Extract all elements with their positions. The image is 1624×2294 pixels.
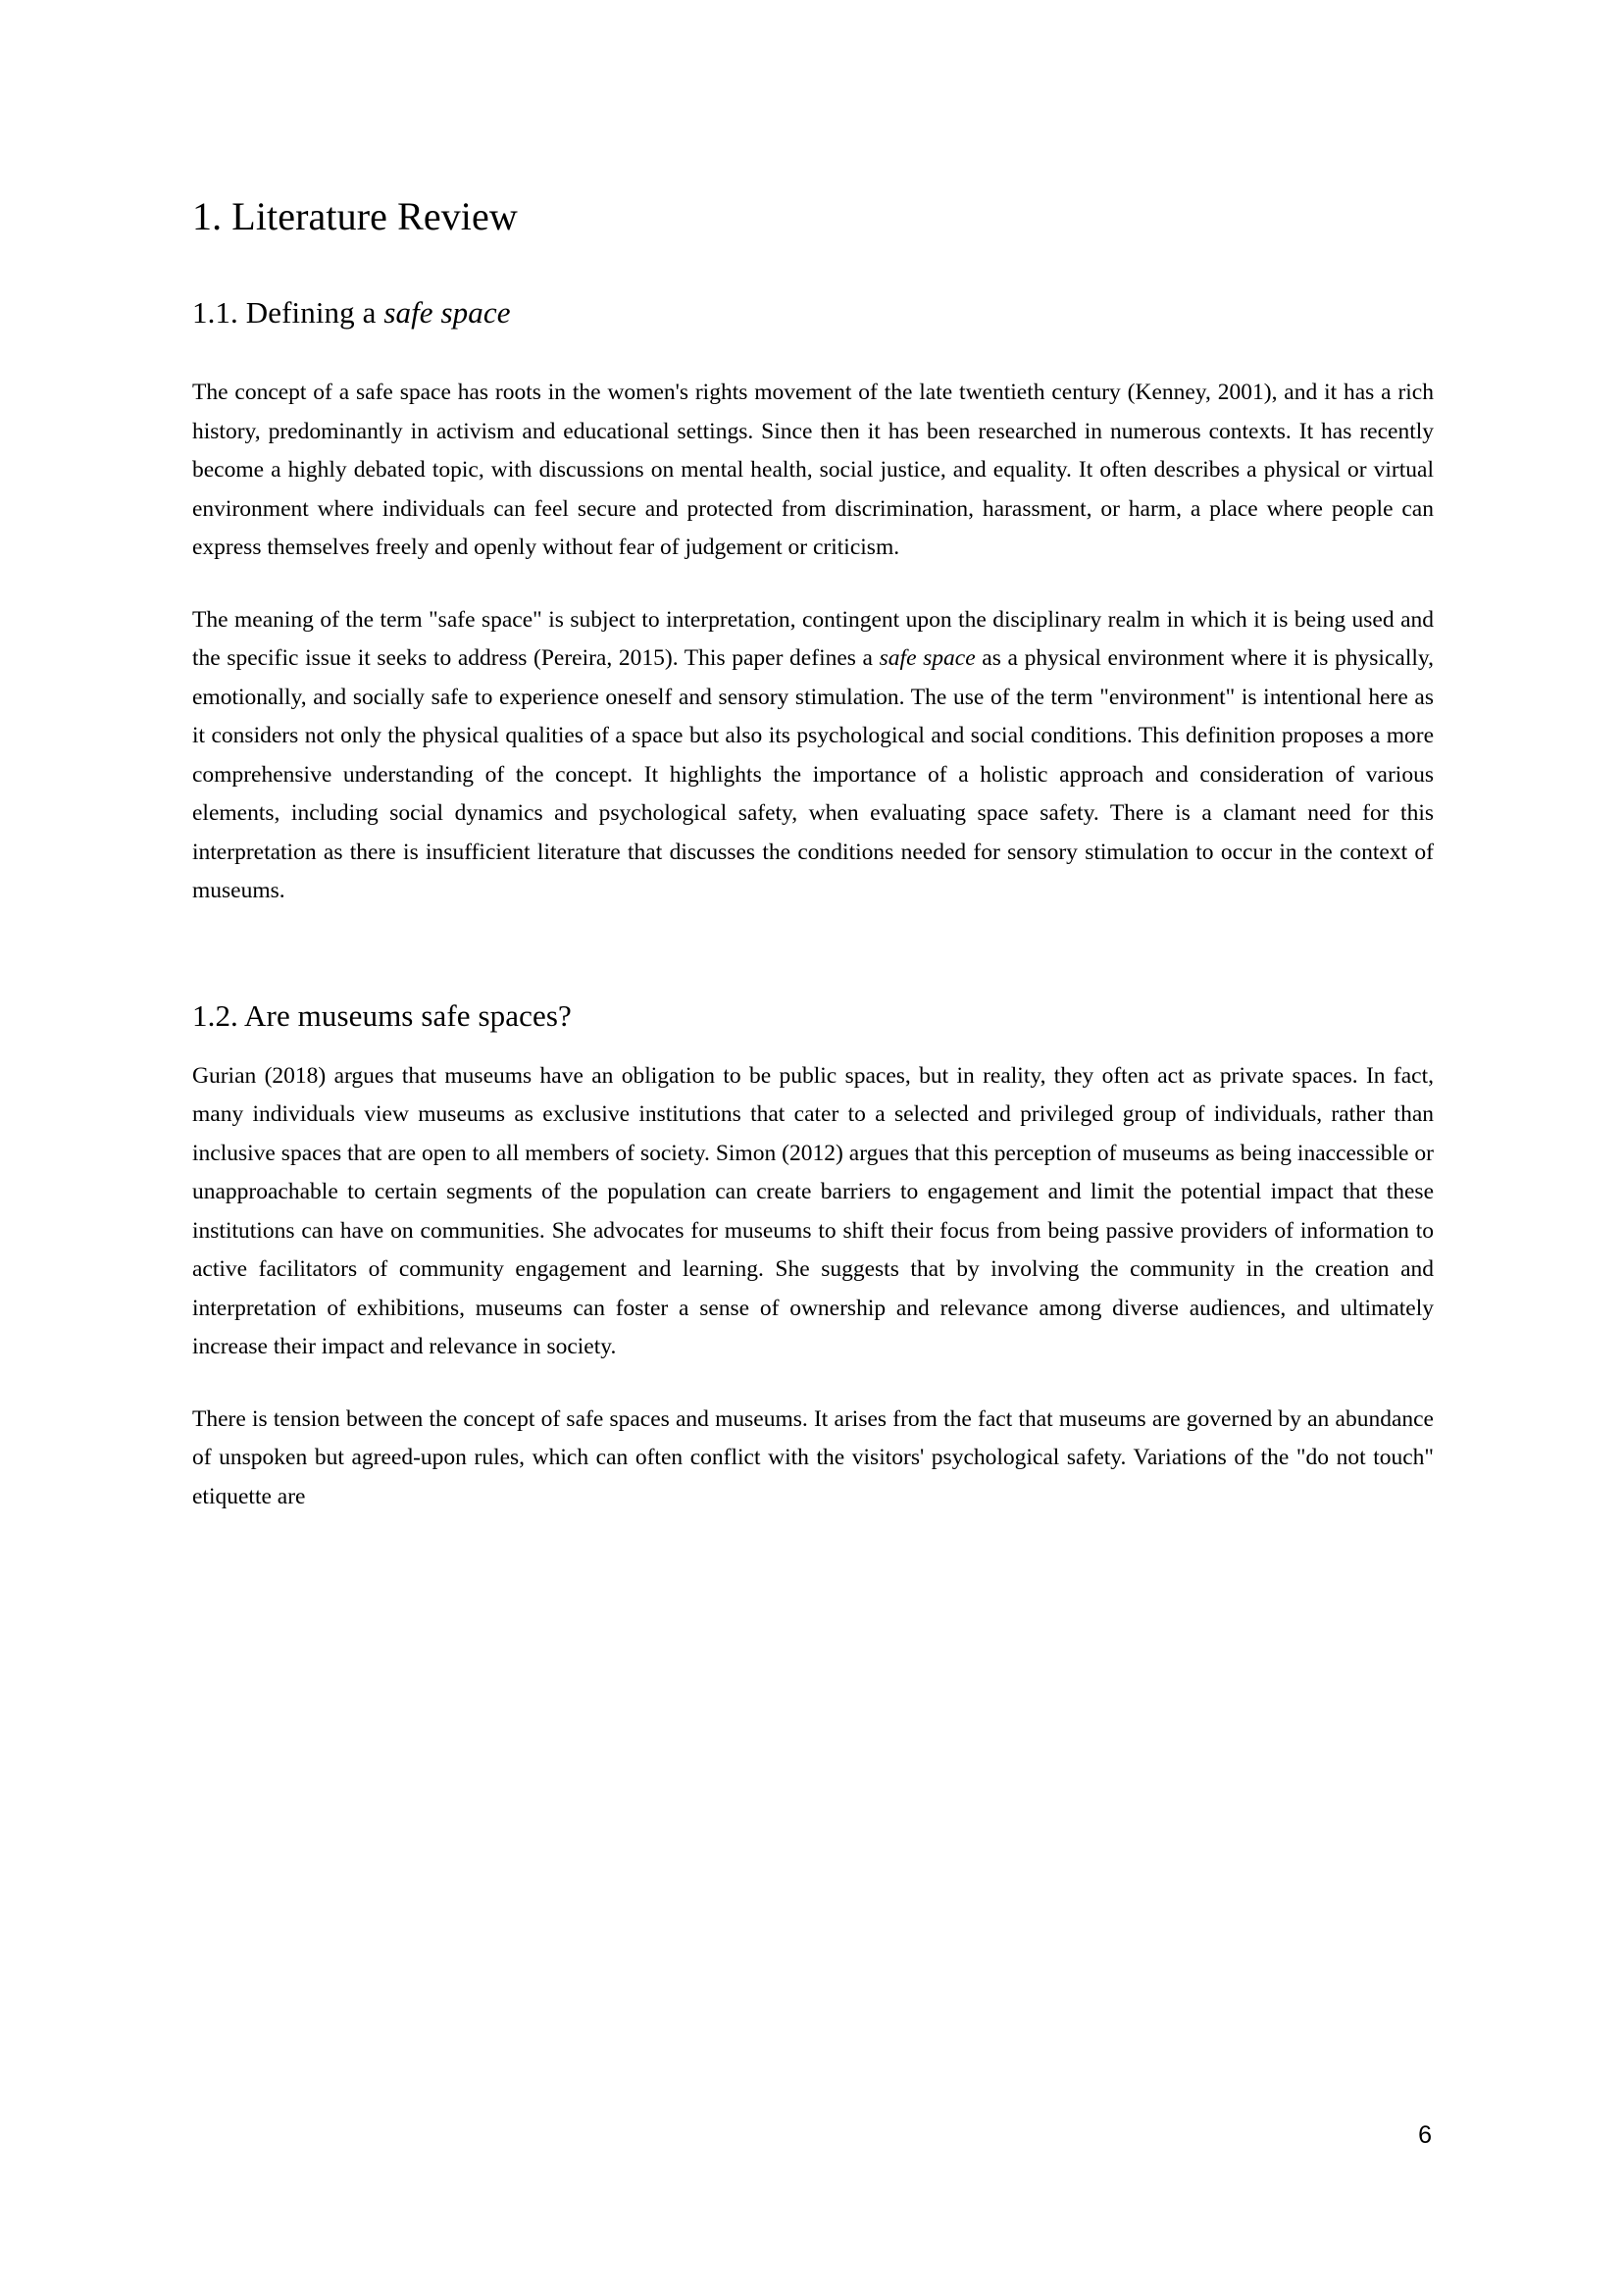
- page-number: 6: [1418, 2121, 1432, 2149]
- paragraph-1-1-b: [192, 601, 1434, 911]
- section-heading-1-1-italic-term: safe space: [383, 295, 511, 330]
- paragraph-1-1-a: [192, 374, 1434, 568]
- paragraph-text: Gurian (2018) argues that museums have an obligation to be public spaces, but in reality, they often act as private spaces. In fact, many individuals view museums as exclusive institutions that cater to a selected and privileged group of individuals, rather than inclusive spaces that are open to all members of society. Simon (2012) argues that this perception of museums as being inaccessible or unapproachable to certain segments of the population can create barriers to engagement and limit the potential impact that these institutions can have on communities. She advocates for museums to shift their focus from being passive providers of information to active facilitators of community engagement and learning. She suggests that by involving the community in the creation and interpretation of exhibitions, museums can foster a sense of ownership and relevance among diverse audiences, and ultimately increase their impact and relevance in society.: [192, 1062, 1434, 1360]
- page-content-column: [192, 0, 1434, 1516]
- section-heading-1-1: [192, 239, 1434, 331]
- paragraph-italic-term: safe space: [879, 645, 976, 672]
- section-heading-1-2: [192, 911, 1434, 1034]
- section-heading-1-2-text: 1.2. Are museums safe spaces?: [192, 997, 572, 1033]
- paragraph-1-2-a: [192, 1057, 1434, 1367]
- paragraph-text-part: The meaning of the term "safe space" is subject to interpretation, contingent upon the disciplinary realm in which it is being used and the specific issue it seeks to address (Pereira, 2015). This paper defines a: [192, 606, 1434, 672]
- paragraph-1-2-b: [192, 1401, 1434, 1517]
- paragraph-text-part: as a physical environment where it is physically, emotionally, and socially safe to experience oneself and sensory stimulation. The use of the term "environment" is intentional here as it considers not only the physical qualities of a space but also its psychological and social conditions. This definition proposes a more comprehensive understanding of the concept. It highlights the importance of a holistic approach and consideration of various elements, including social dynamics and psychological safety, when evaluating space safety. There is a clamant need for this interpretation as there is insufficient literature that discusses the conditions needed for sensory stimulation to occur in the context of museums.: [192, 645, 1434, 904]
- paragraph-text: The concept of a safe space has roots in the women's rights movement of the late twentieth century (Kenney, 2001), and it has a rich history, predominantly in activism and educational settings. Since then it has been researched in numerous contexts. It has recently become a highly debated topic, with discussions on mental health, social justice, and equality. It often describes a physical or virtual environment where individuals can feel secure and protected from discrimination, harassment, or harm, a place where people can express themselves freely and openly without fear of judgement or criticism.: [192, 380, 1434, 561]
- section-heading-1-1-prefix: 1.1. Defining a: [192, 295, 384, 330]
- chapter-heading: 1. Literature Review: [192, 194, 518, 238]
- paragraph-text: There is tension between the concept of safe spaces and museums. It arises from the fact that museums are governed by an abundance of unspoken but agreed-upon rules, which can often conflict with the visitors' psychological safety. Variations of the "do not touch" etiquette are: [192, 1405, 1434, 1509]
